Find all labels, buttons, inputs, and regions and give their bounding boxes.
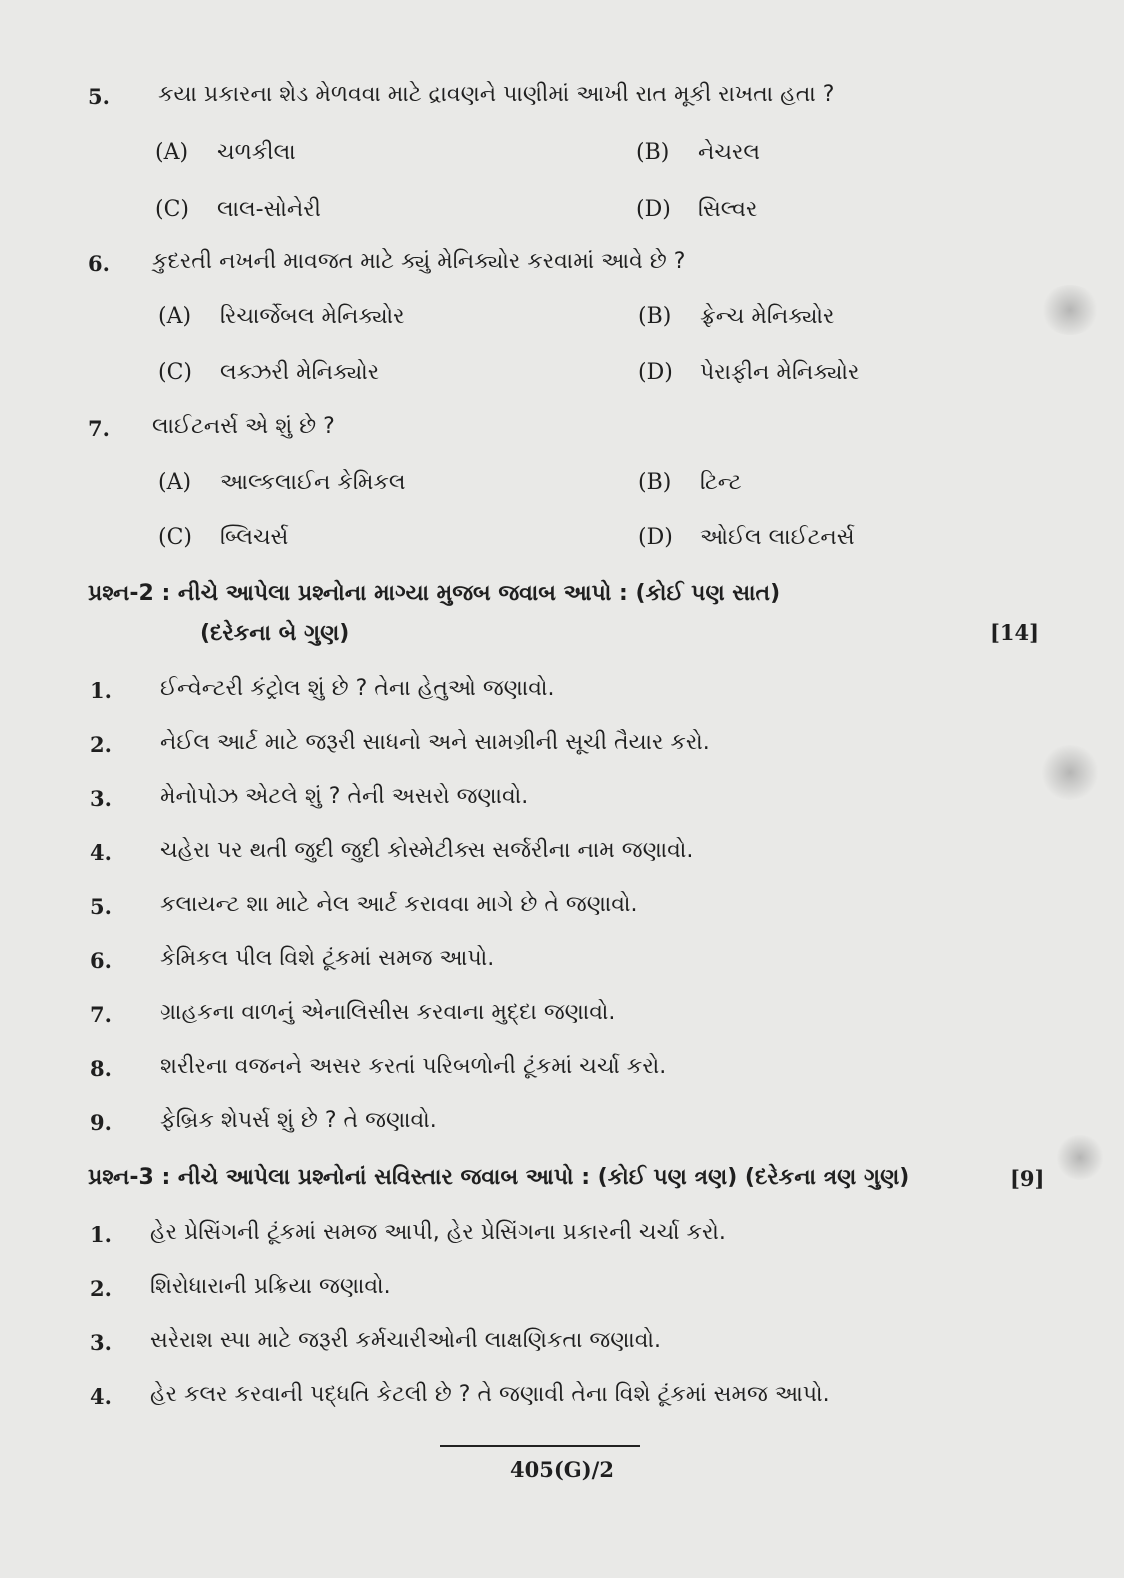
option-c	[158, 523, 288, 553]
question-text: ગ્રાહકના વાળનું એનાલિસીસ કરવાના મુદ્દા જણાવો.	[160, 1000, 616, 1025]
question-text: નેઈલ આર્ટ માટે જરૂરી સાધનો અને સામગ્રીની સૂચી તૈયાર કરો.	[160, 730, 710, 755]
option-c	[158, 358, 379, 388]
option-label: (D)	[638, 360, 673, 385]
question-number: 7.	[88, 416, 110, 441]
option-c	[155, 195, 321, 225]
section-2-marks: [14]	[990, 620, 1040, 645]
question-number: 1.	[90, 678, 112, 703]
option-a	[158, 468, 406, 498]
question-number: 1.	[90, 1222, 112, 1247]
option-label: (A)	[155, 140, 189, 165]
question-text: કેમિકલ પીલ વિશે ટૂંકમાં સમજ આપો.	[160, 946, 495, 971]
section-2-subheading: (દરેકના બે ગુણ)	[200, 621, 350, 646]
option-text: લાલ-સોનેરી	[217, 197, 321, 222]
question-number: 6.	[88, 251, 110, 276]
footer-divider	[440, 1445, 640, 1447]
option-b	[638, 468, 742, 498]
question-text: લાઈટનર્સ એ શું છે ?	[152, 414, 335, 439]
question-text: હેર પ્રેસિંગની ટૂંકમાં સમજ આપી, હેર પ્રેસિંગના પ્રકારની ચર્ચા કરો.	[150, 1220, 726, 1245]
question-number: 2.	[90, 732, 112, 757]
option-label: (C)	[158, 360, 192, 385]
question-text: શરીરના વજનને અસર કરતાં પરિબળોની ટૂંકમાં ચર્ચા કરો.	[160, 1054, 667, 1079]
option-text: પેરાફીન મેનિક્યોર	[700, 360, 860, 385]
question-number: 5.	[90, 894, 112, 919]
option-text: ટિન્ટ	[700, 470, 742, 495]
question-number: 2.	[90, 1276, 112, 1301]
option-label: (B)	[638, 304, 672, 329]
question-text: ઈન્વેન્ટરી કંટ્રોલ શું છે ? તેના હેતુઓ જણાવો.	[160, 676, 555, 701]
option-text: આલ્કલાઈન કેમિકલ	[220, 470, 406, 495]
question-number: 4.	[90, 1384, 112, 1409]
option-label: (A)	[158, 304, 192, 329]
question-number: 7.	[90, 1002, 112, 1027]
question-text: શિરોધારાની પ્રક્રિયા જણાવો.	[150, 1274, 391, 1299]
option-text: ચળકીલા	[217, 140, 296, 165]
question-text: હેર કલર કરવાની પદ્ધતિ કેટલી છે ? તે જણાવી તેના વિશે ટૂંકમાં સમજ આપો.	[150, 1382, 830, 1407]
option-b	[636, 138, 760, 168]
option-label: (C)	[158, 525, 192, 550]
option-label: (D)	[638, 525, 673, 550]
question-number: 3.	[90, 786, 112, 811]
option-text: નેચરલ	[698, 140, 760, 165]
option-d	[638, 358, 859, 388]
option-text: ઓઈલ લાઈટનર્સ	[700, 525, 855, 550]
option-text: સિલ્વર	[698, 197, 758, 222]
option-a	[158, 302, 404, 332]
question-number: 5.	[88, 84, 110, 109]
question-number: 6.	[90, 948, 112, 973]
question-text: કુદરતી નખની માવજત માટે ક્યું મેનિક્યોર કરવામાં આવે છે ?	[152, 249, 686, 274]
section-3-heading: પ્રશ્ન-3 : નીચે આપેલા પ્રશ્નોનાં સવિસ્તાર જવાબ આપો : (કોઈ પણ ત્રણ) (દરેકના ત્રણ ગુણ)	[88, 1165, 910, 1190]
option-a	[155, 138, 296, 168]
question-number: 3.	[90, 1330, 112, 1355]
question-number: 8.	[90, 1056, 112, 1081]
option-text: રિચાર્જેબલ મેનિક્યોર	[220, 304, 405, 329]
section-2-heading: પ્રશ્ન-2 : નીચે આપેલા પ્રશ્નોના માગ્યા મુજબ જવાબ આપો : (કોઈ પણ સાત)	[88, 581, 781, 606]
section-3-marks: [9]	[1010, 1166, 1045, 1191]
scan-smudge	[1040, 285, 1100, 335]
question-number: 4.	[90, 840, 112, 865]
question-text: ફેબ્રિક શેપર્સ શું છે ? તે જણાવો.	[160, 1108, 437, 1133]
question-text: સરેરાશ સ્પા માટે જરૂરી કર્મચારીઓની લાક્ષણિકતા જણાવો.	[150, 1328, 661, 1353]
option-b	[638, 302, 834, 332]
option-d	[636, 195, 757, 225]
question-text: કયા પ્રકારના શેડ મેળવવા માટે દ્રાવણને પાણીમાં આખી રાત મૂકી રાખતા હતા ?	[158, 82, 835, 107]
option-label: (C)	[155, 197, 189, 222]
question-text: ચહેરા પર થતી જુદી જુદી કોસ્મેટીક્સ સર્જરીના નામ જણાવો.	[160, 838, 694, 863]
option-label: (D)	[636, 197, 671, 222]
option-label: (B)	[638, 470, 672, 495]
option-text: બ્લિચર્સ	[220, 525, 289, 550]
page-code: 405(G)/2	[510, 1457, 614, 1482]
option-label: (A)	[158, 470, 192, 495]
question-number: 9.	[90, 1110, 112, 1135]
option-text: લક્ઝરી મેનિક્યોર	[220, 360, 380, 385]
scan-smudge	[1055, 1135, 1105, 1180]
question-text: મેનોપોઝ એટલે શું ? તેની અસરો જણાવો.	[160, 784, 529, 809]
option-d	[638, 523, 855, 553]
option-label: (B)	[636, 140, 670, 165]
question-text: કલાયન્ટ શા માટે નેલ આર્ટ કરાવવા માગે છે તે જણાવો.	[160, 892, 638, 917]
scan-smudge	[1040, 745, 1100, 800]
option-text: ફ્રેન્ચ મેનિક્યોર	[700, 304, 835, 329]
